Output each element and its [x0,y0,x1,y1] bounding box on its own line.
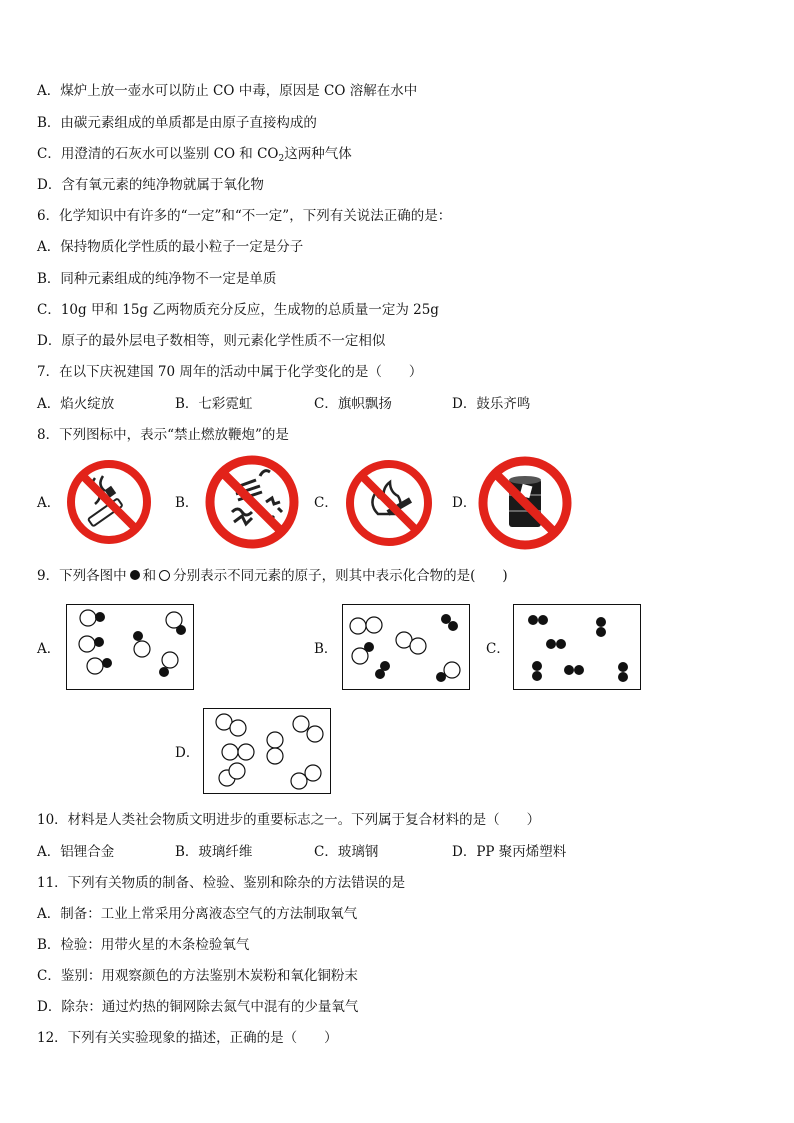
q9-diagram-c [513,604,641,690]
q5-option-c-tail: 这两种气体 [284,146,352,162]
q9-stem-text: 9．下列各图中 [37,568,127,584]
q7-stem: 7．在以下庆祝建国 70 周年的活动中属于化学变化的是（ ） [37,364,423,380]
q10-option-a: A．铝锂合金 [37,844,115,860]
hollow-atom-icon [159,570,170,581]
q9-diagram-d [203,708,331,794]
q6-option-a: A．保持物质化学性质的最小粒子一定是分子 [37,239,304,255]
q8-label-c: C． [314,495,338,511]
q8-label-a: A． [37,495,61,511]
q6-stem: 6．化学知识中有许多的“一定”和“不一定”，下列有关说法正确的是： [37,208,452,224]
q5-option-c [37,145,352,168]
q7-option-b: B．七彩霓虹 [175,396,253,412]
q9-label-b: B． [314,641,338,657]
q9-label-c: C． [486,641,510,657]
q8-label-d: D． [452,495,477,511]
q9-label-a: A． [37,641,61,657]
filled-atom-icon [130,570,140,580]
no-firecrackers-sign-icon [204,454,300,550]
q11-stem: 11．下列有关物质的制备、检验、鉴别和除杂的方法错误的是 [37,875,406,891]
q5-option-c-subscript: 2 [278,154,285,164]
q8-stem: 8．下列图标中，表示“禁止燃放鞭炮”的是 [37,427,289,443]
q12-stem: 12．下列有关实验现象的描述，正确的是（ ） [37,1030,338,1046]
q9-stem [37,567,508,585]
q8-label-b: B． [175,495,199,511]
q7-option-a: A．焰火绽放 [37,396,115,412]
q9-stem-and: 和 [142,568,157,584]
q9-stem-tail: 分别表示不同元素的原子，则其中表示化合物的是( ) [173,568,508,584]
q9-diagram-a [66,604,194,690]
q10-option-d: D．PP 聚丙烯塑料 [452,844,567,860]
q6-option-b: B．同种元素组成的纯净物不一定是单质 [37,271,277,287]
q5-option-a: A．煤炉上放一壶水可以防止 CO 中毒，原因是 CO 溶解在水中 [37,83,418,99]
q10-option-c: C．玻璃钢 [314,844,379,860]
q11-option-b: B．检验：用带火星的木条检验氧气 [37,937,250,953]
q6-option-d: D．原子的最外层电子数相等，则元素化学性质不一定相似 [37,333,386,349]
q11-option-d: D．除杂：通过灼热的铜网除去氮气中混有的少量氧气 [37,999,359,1015]
q10-option-b: B．玻璃纤维 [175,844,253,860]
q10-stem: 10．材料是人类社会物质文明进步的重要标志之一。下列属于复合材料的是（ ） [37,812,541,828]
q9-diagram-b [342,604,470,690]
q11-option-c: C．鉴别：用观察颜色的方法鉴别木炭粉和氧化铜粉末 [37,968,358,984]
q11-option-a: A．制备：工业上常采用分离液态空气的方法制取氧气 [37,906,358,922]
q6-option-c: C．10g 甲和 15g 乙两物质充分反应，生成物的总质量一定为 25g [37,302,439,318]
no-open-flame-sign-icon [344,458,434,548]
q5-option-b: B．由碳元素组成的单质都是由原子直接构成的 [37,115,317,131]
q7-option-d: D．鼓乐齐鸣 [452,396,531,412]
q7-option-c: C．旗帜飘扬 [314,396,392,412]
no-smoking-sign-icon [65,458,153,546]
q9-label-d: D． [175,745,200,761]
no-oil-drum-sign-icon [477,455,573,551]
q5-option-d: D．含有氧元素的纯净物就属于氧化物 [37,177,264,193]
q5-option-c-text: C．用澄清的石灰水可以鉴别 CO 和 CO [37,146,279,162]
